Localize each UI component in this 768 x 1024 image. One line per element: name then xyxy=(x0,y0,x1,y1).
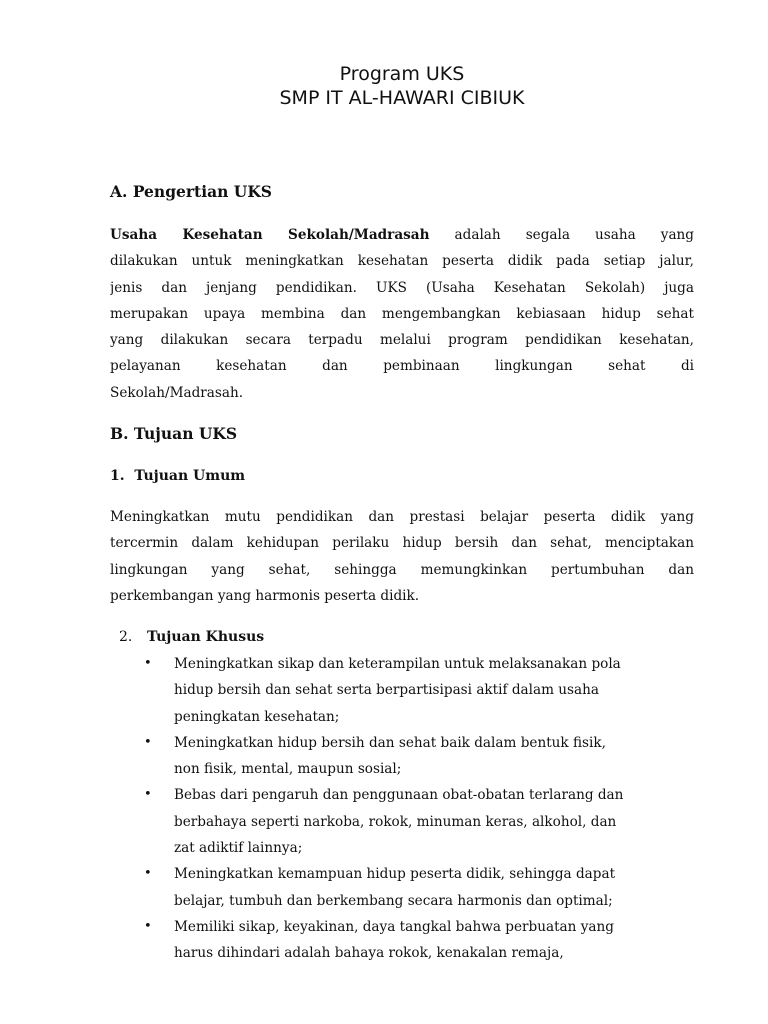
bullet-icon: • xyxy=(144,866,152,882)
heading-tujuan: B. Tujuan UKS xyxy=(110,424,238,443)
list-item: • Bebas dari pengaruh dan penggunaan obat-obatan terlarang dan berbahaya seperti narkoba, rokok, minuman keras, alkohol, dan zat adiktif lainnya; xyxy=(110,782,694,861)
title-line-1: Program UKS xyxy=(339,63,465,85)
heading-tujuan-umum: 1. Tujuan Umum xyxy=(110,468,246,484)
paragraph-line: Meningkatkan mutu pendidikan dan prestasi belajar peserta didik yang xyxy=(110,509,694,525)
tujuan-khusus-list xyxy=(110,651,694,967)
bullet-icon: • xyxy=(144,918,152,934)
paragraph-line: lingkungan yang sehat, sehingga memungkinkan pertumbuhan dan xyxy=(110,561,694,578)
bullet-icon: • xyxy=(144,734,152,750)
paragraph-tujuan-umum xyxy=(110,504,694,609)
paragraph-line: merupakan upaya membina dan mengembangkan kebiasaan hidup sehat xyxy=(110,305,694,322)
list-item: • Meningkatkan kemampuan hidup peserta didik, sehingga dapat belajar, tumbuh dan berkembang secara harmonis dan optimal; xyxy=(110,861,694,914)
list-number: 1. xyxy=(110,468,125,484)
paragraph-line: pelayanan kesehatan dan pembinaan lingkungan sehat di xyxy=(110,358,694,375)
paragraph-line: yang dilakukan secara terpadu melalui program pendidikan kesehatan, xyxy=(110,332,694,349)
bullet-icon: • xyxy=(144,787,152,803)
paragraph-line: dilakukan untuk meningkatkan kesehatan peserta didik pada setiap jalur, xyxy=(110,253,694,270)
list-item: • Meningkatkan sikap dan keterampilan untuk melaksanakan pola hidup bersih dan sehat serta berpartisipasi aktif dalam usaha peningkatan kesehatan; xyxy=(110,651,694,730)
paragraph-pengertian xyxy=(110,222,694,406)
list-item: • Meningkatkan hidup bersih dan sehat baik dalam bentuk fisik, non fisik, mental, maupun sosial; xyxy=(110,730,694,783)
heading-pengertian: A. Pengertian UKS xyxy=(110,182,272,201)
paragraph-line: Usaha Kesehatan Sekolah/Madrasah adalah segala usaha yang xyxy=(110,227,694,243)
title-line-2: SMP IT AL-HAWARI CIBIUK xyxy=(279,87,525,109)
paragraph-line: Sekolah/Madrasah. xyxy=(110,384,244,401)
heading-tujuan-khusus: 2. Tujuan Khusus xyxy=(119,629,265,645)
list-number: 2. xyxy=(119,629,133,645)
paragraph-line: perkembangan yang harmonis peserta didik. xyxy=(110,587,420,604)
document-title xyxy=(110,62,694,110)
paragraph-line: jenis dan jenjang pendidikan. UKS (Usaha Kesehatan Sekolah) juga xyxy=(110,279,694,296)
term-bold: Usaha Kesehatan Sekolah/Madrasah xyxy=(110,227,430,243)
paragraph-line: tercermin dalam kehidupan perilaku hidup bersih dan sehat, menciptakan xyxy=(110,535,694,552)
bullet-icon: • xyxy=(144,656,152,671)
list-item: • Memiliki sikap, keyakinan, daya tangkal bahwa perbuatan yang harus dihindari adalah bahaya rokok, kenakalan remaja, xyxy=(110,914,694,967)
